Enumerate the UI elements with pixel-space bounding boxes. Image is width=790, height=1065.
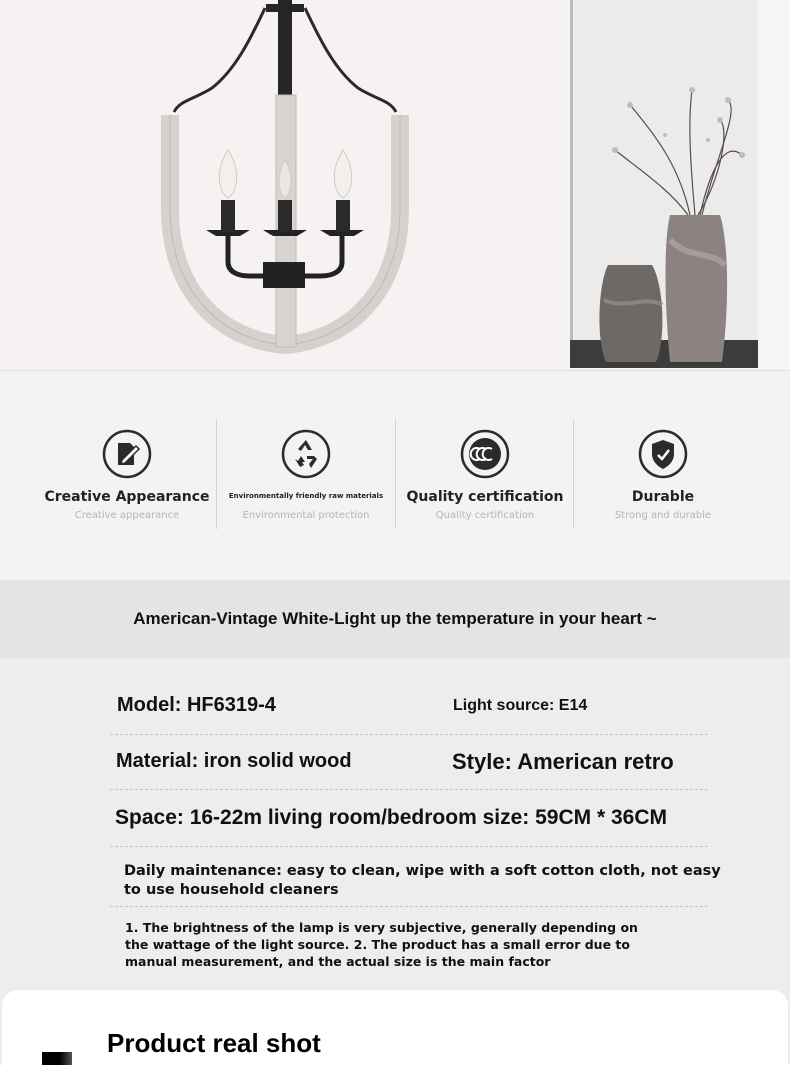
- spec-space-size: Space: 16-22m living room/bedroom size: 59CM * 36CM: [115, 806, 667, 829]
- feature-subtitle: Creative appearance: [74, 510, 180, 521]
- ccc-certification-icon: [460, 429, 510, 479]
- real-shot-card: [2, 990, 788, 1065]
- feature-subtitle: Strong and durable: [614, 510, 712, 521]
- shield-check-icon: [638, 429, 688, 479]
- section-marker-icon: [42, 1052, 72, 1065]
- chandelier-illustration: [0, 0, 570, 370]
- tagline-band: [0, 580, 790, 658]
- features-strip: [0, 370, 790, 580]
- spec-divider: [110, 789, 708, 790]
- spec-divider: [110, 846, 708, 847]
- feature-quality-certification: [396, 371, 574, 581]
- feature-subtitle: Quality certification: [435, 510, 535, 521]
- real-shot-section: [0, 988, 790, 1065]
- specifications-panel: [0, 658, 790, 988]
- spec-divider: [110, 734, 708, 735]
- edit-document-icon: [102, 429, 152, 479]
- real-shot-title: Product real shot: [107, 1028, 321, 1058]
- spec-model: Model: HF6319-4: [117, 694, 276, 716]
- spec-maintenance: Daily maintenance: easy to clean, wipe with a soft cotton cloth, not easy to use household cleaners: [124, 863, 721, 898]
- feature-subtitle: Environmental protection: [242, 510, 370, 521]
- spec-light-source: Light source: E14: [453, 697, 588, 714]
- vase-photo: [570, 0, 760, 368]
- spec-style: Style: American retro: [452, 749, 674, 774]
- feature-title: Durable: [631, 489, 695, 505]
- hero-section: [0, 0, 790, 370]
- hero-margin: [758, 0, 790, 370]
- feature-title: Quality certification: [406, 489, 564, 505]
- feature-durable: [574, 371, 752, 581]
- recycle-icon: [281, 429, 331, 479]
- feature-title: Environmentally friendly raw materials: [228, 492, 384, 500]
- spec-note-line: manual measurement, and the actual size is the main factor: [125, 954, 551, 969]
- tagline-text: American-Vintage White-Light up the temperature in your heart ~: [133, 609, 657, 628]
- spec-divider: [110, 906, 708, 907]
- chandelier-photo: [0, 0, 570, 370]
- spec-note: [125, 919, 638, 970]
- feature-title: Creative Appearance: [44, 489, 210, 505]
- spec-material: Material: iron solid wood: [116, 750, 352, 772]
- spec-note-line: the wattage of the light source. 2. The product has a small error due to: [125, 937, 630, 952]
- feature-creative-appearance: [38, 371, 216, 581]
- spec-note-line: 1. The brightness of the lamp is very subjective, generally depending on: [125, 920, 638, 935]
- feature-eco-materials: [217, 371, 395, 581]
- vase-illustration: [570, 0, 760, 368]
